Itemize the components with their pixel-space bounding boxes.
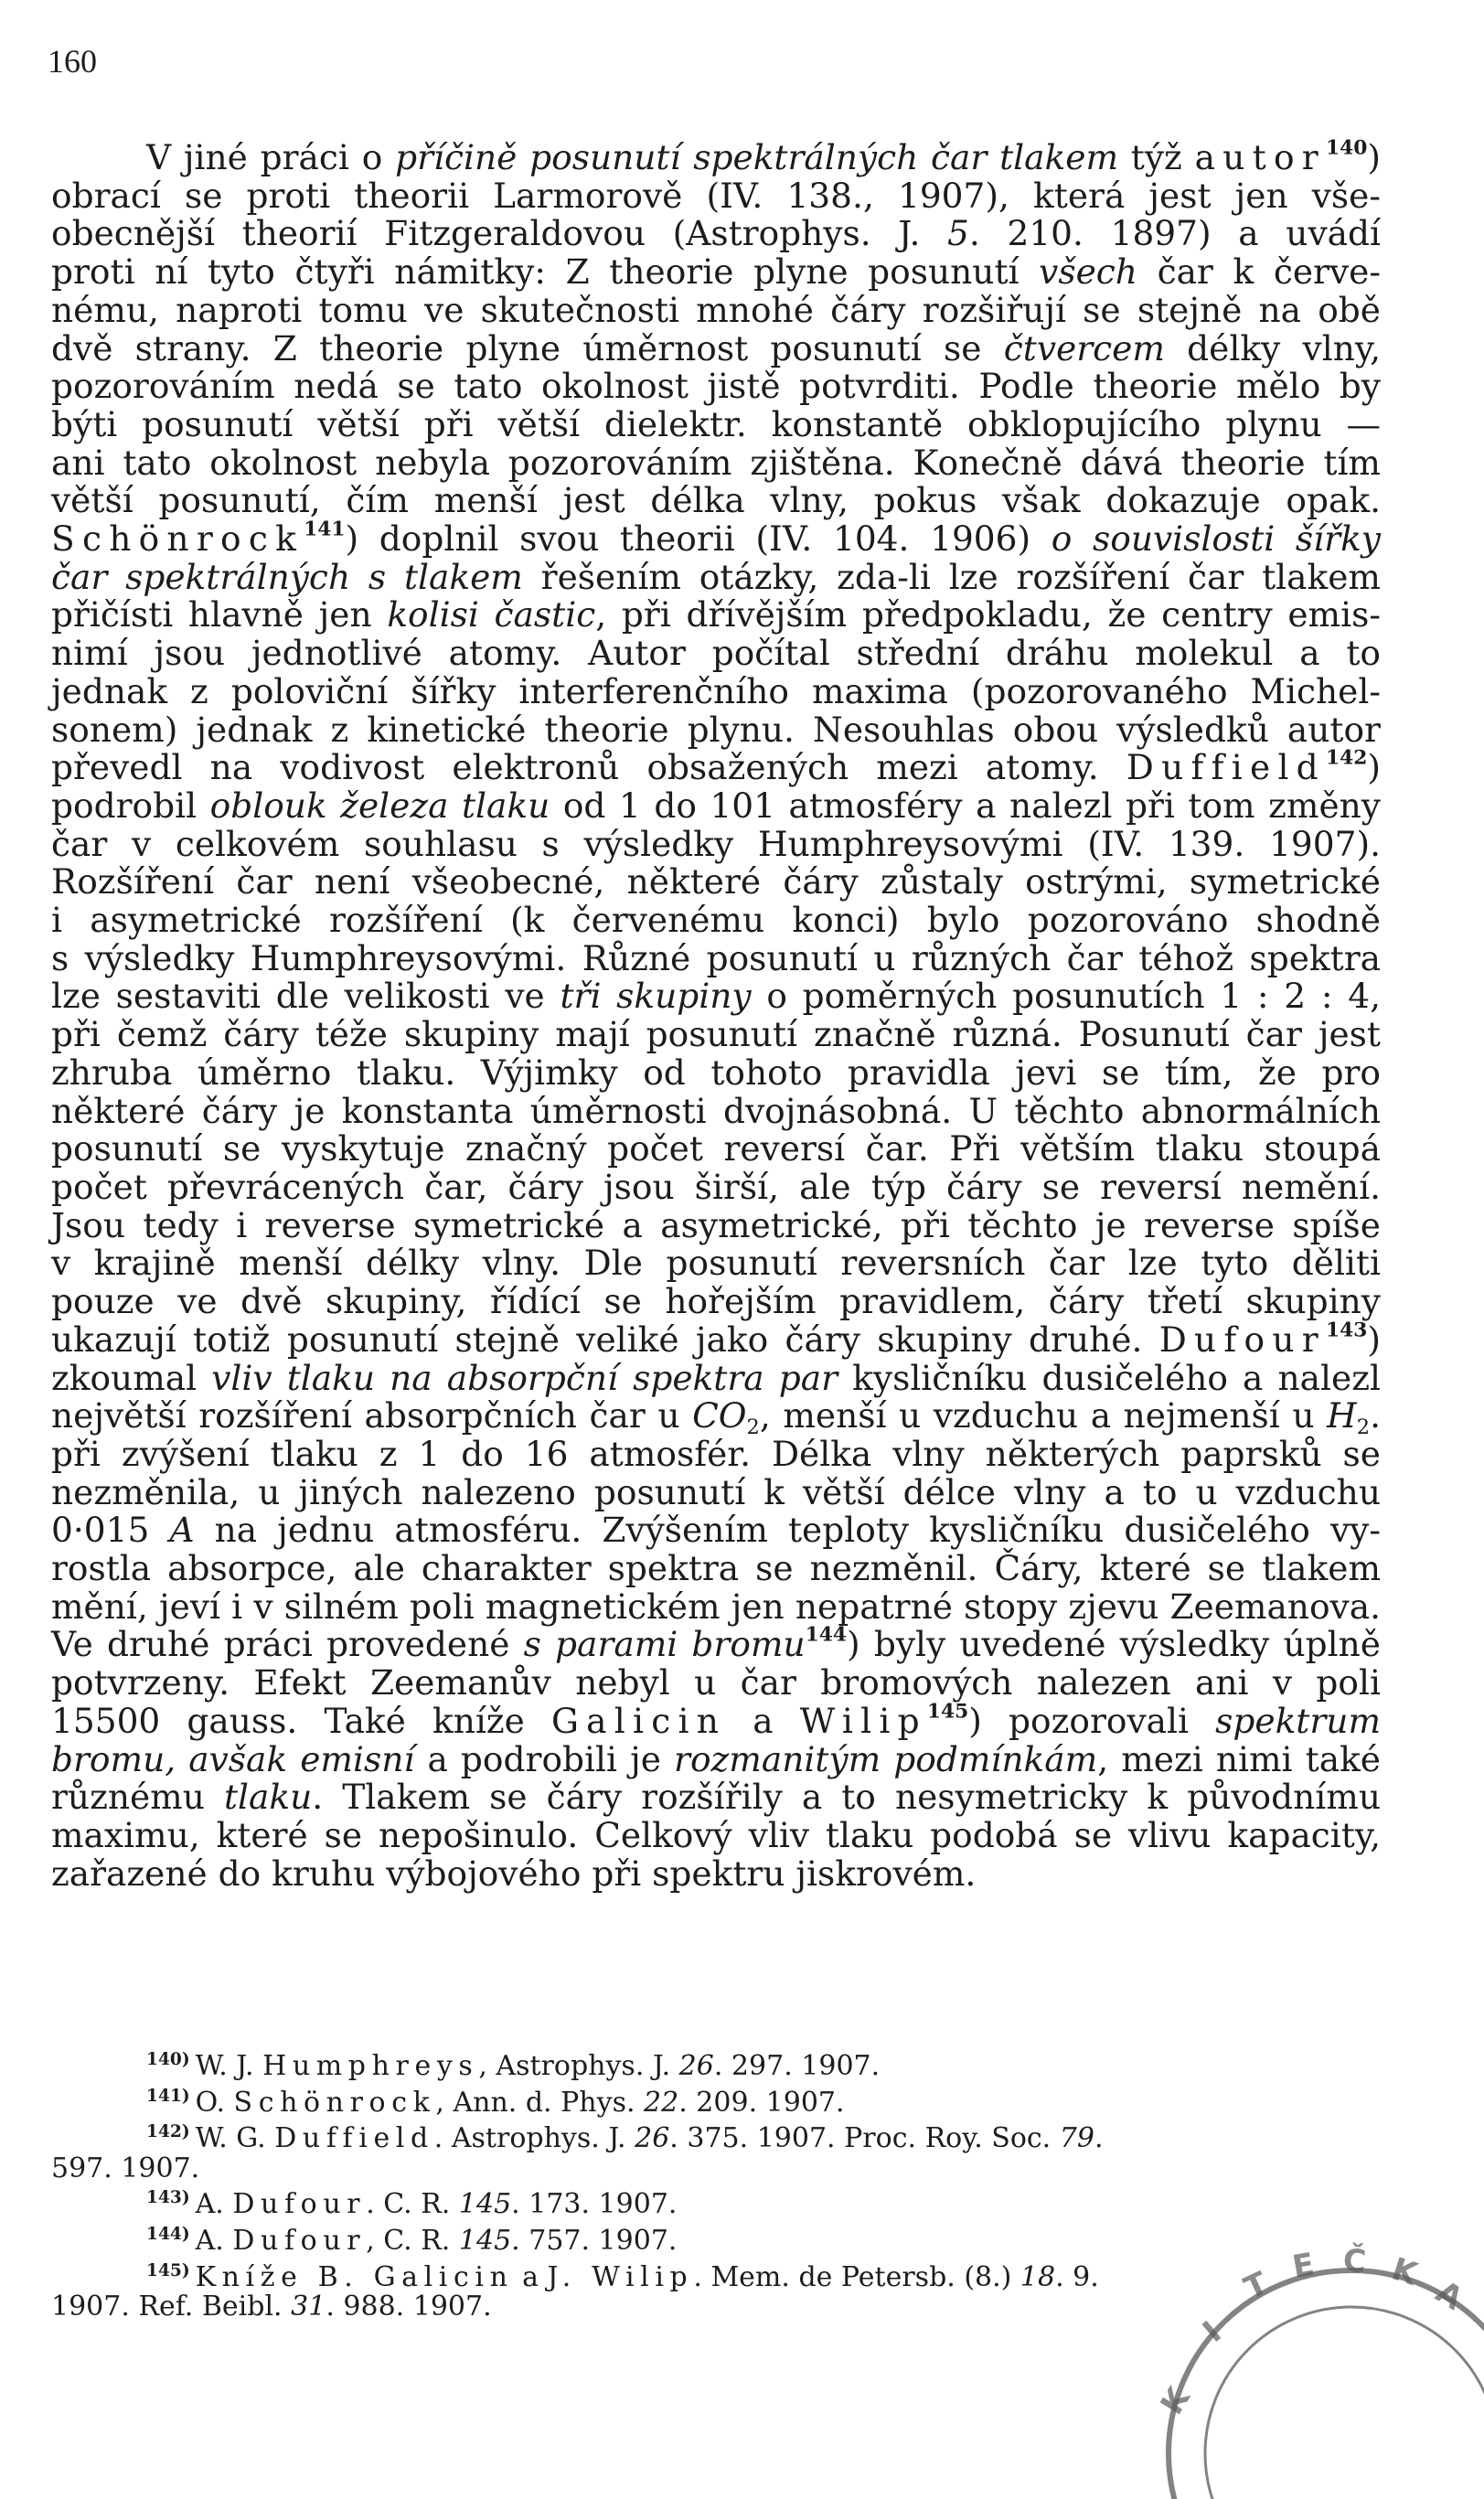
italic-phrase: H <box>1327 1395 1357 1436</box>
footnote-ref: 140 <box>1325 136 1368 160</box>
text-line: pouze ve dvě skupiny, řídící se hořejším pravidlem, čáry třetí skupiny <box>51 1281 1381 1322</box>
italic-phrase: 145 <box>458 2225 512 2258</box>
svg-text:I: I <box>1196 2314 1229 2350</box>
italic-phrase: A <box>169 1510 195 1551</box>
spaced-name: Dufour <box>1158 1319 1326 1360</box>
footnotes <box>51 2045 1381 2323</box>
text-line: čar spektrálných s tlakem řešením otázky, zda-li lze rozšíření čar tlakem <box>51 556 1381 597</box>
footnote-ref: 142 <box>1325 746 1368 770</box>
subscript: 2 <box>746 1415 760 1439</box>
text-line: Schönrock$^{141}$) doplnil svou theorii (IV. 104. 1906) o souvislosti šířky <box>51 518 1381 560</box>
svg-text:A: A <box>1429 2273 1469 2318</box>
text-line: čar v celkovém souhlasu s výsledky Humphreysovými (IV. 139. 1907). <box>51 823 1381 864</box>
text-line: jednak z poloviční šířky interferenčního maxima (pozorovaného Michel- <box>51 670 1381 711</box>
text-line: zhruba úměrno tlaku. Výjimky od tohoto pravidla jevi se tím, že pro <box>51 1052 1381 1093</box>
italic-phrase: 5 <box>947 213 969 254</box>
footnote-ref: 143 <box>1325 1319 1368 1342</box>
text-line: největší rozšíření absorpčních čar u $CO_2$, menší u vzduchu a nejmenší u $H_2$. <box>51 1395 1381 1439</box>
footnote: $^{145)}$ Kníže B. Galicin a J. Wilip. Mem. de Petersb. (8.) 18. 9. <box>146 2260 1099 2293</box>
svg-text:K: K <box>1153 2381 1198 2421</box>
italic-phrase: kolisi častic <box>387 594 596 635</box>
svg-text:K: K <box>1387 2250 1422 2293</box>
footnote-number: 142) <box>146 2122 190 2142</box>
subscript: 2 <box>1356 1415 1371 1439</box>
text-line: sonem) jednak z kinetické theorie plynu. Nesouhlas obou výsledků autor <box>51 709 1381 750</box>
footnote-number: 145) <box>146 2260 190 2280</box>
italic-phrase: všech <box>1039 251 1137 293</box>
footnote: $^{140)}$ W. J. Humphreys, Astrophys. J. 26. 297. 1907. <box>146 2050 881 2083</box>
text-line: V jiné práci o příčině posunutí spektrálných čar tlakem týž autor$^{140}$) <box>146 136 1381 177</box>
text-line: lze sestaviti dle velikosti ve tři skupiny o poměrných posunutích 1 : 2 : 4, <box>51 976 1381 1017</box>
italic-phrase: o souvislosti šířky <box>1051 518 1381 560</box>
spaced-name: Duffield <box>274 2122 434 2155</box>
text-line: Ve druhé práci provedené s parami bromu$^{144}$) byly uvedené výsledky úplně <box>51 1624 1381 1665</box>
footnote-number: 143) <box>146 2188 190 2208</box>
italic-phrase: s parami bromu <box>523 1624 806 1665</box>
text-line: Rozšíření čar není všeobecné, některé čáry zůstaly ostrými, symetrické <box>51 861 1381 902</box>
text-line: zařazené do kruhu výbojového při spektru jiskrovém. <box>51 1853 977 1894</box>
text-line: maximu, které se nepošinulo. Celkový vliv tlaku podobá se vlivu kapacity, <box>51 1814 1381 1855</box>
italic-phrase: 18 <box>1020 2260 1056 2293</box>
text-line: nezměnila, u jiných nalezeno posunutí k větší délce vlny a to u vzduchu <box>51 1471 1381 1512</box>
italic-phrase: vliv tlaku na absorpční spektra par <box>211 1357 838 1398</box>
italic-phrase: příčině posunutí spektrálných čar tlakem <box>395 137 1119 177</box>
spaced-name: Duffield <box>1126 747 1326 788</box>
footnote-number: 144) <box>146 2225 190 2245</box>
svg-text:Č: Č <box>1341 2242 1368 2281</box>
italic-phrase: 26 <box>678 2050 714 2083</box>
text-line: s výsledky Humphreysovými. Různé posunutí u různých čar téhož spektra <box>51 937 1381 978</box>
italic-phrase: 79 <box>1059 2122 1094 2155</box>
italic-phrase: spektrum <box>1215 1700 1382 1741</box>
text-line: pozorováním nedá se tato okolnost jistě potvrditi. Podle theorie mělo by <box>51 366 1381 407</box>
italic-phrase: CO <box>692 1395 747 1436</box>
text-line: větší posunutí, čím menší jest délka vlny, pokus však dokazuje opak. <box>51 480 1381 521</box>
text-line: rostla absorpce, ale charakter spektra se nezměnil. Čáry, které se tlakem <box>51 1548 1381 1589</box>
text-line: dvě strany. Z theorie plyne úměrnost posunutí se čtvercem délky vlny, <box>51 327 1381 368</box>
italic-phrase: oblouk železa tlaku <box>209 785 550 826</box>
italic-phrase: 22 <box>644 2086 679 2119</box>
italic-phrase: čar spektrálných s tlakem <box>51 556 523 597</box>
footnote: 1907. Ref. Beibl. 31. 988. 1907. <box>51 2291 492 2323</box>
italic-phrase: tlaku <box>223 1777 313 1818</box>
spaced-name: Schönrock <box>233 2086 436 2119</box>
text-line: býti posunutí větší při větší dielektr. konstantě obklopujícího plynu — <box>51 403 1381 444</box>
spaced-name: Wilip <box>799 1700 927 1741</box>
text-line: obecnější theorií Fitzgeraldovou (Astrophys. J. 5. 210. 1897) a uvádí <box>51 213 1381 254</box>
text-line: 15500 gauss. Také kníže Galicin a Wilip$^{145}$) pozorovali spektrum <box>51 1700 1382 1741</box>
spaced-name: Kníže B. Galicin <box>195 2260 514 2293</box>
text-line: 0·015 A na jednu atmosféru. Zvýšením teploty kysličníku dusičelého vy- <box>51 1510 1381 1551</box>
footnote: $^{144)}$ A. Dufour, C. R. 145. 757. 1907. <box>146 2225 678 2258</box>
text-line: zkoumal vliv tlaku na absorpční spektra par kysličníku dusičelého a nalezl <box>51 1357 1381 1398</box>
spaced-name: Dufour <box>232 2188 367 2221</box>
text-line: bromu, avšak emisní a podrobili je rozmanitým podmínkám, mezi nimi také <box>51 1738 1381 1779</box>
text-line: nému, naproti tomu ve skutečnosti mnohé čáry rozšiřují se stejně na obě <box>51 289 1381 330</box>
italic-phrase: tři skupiny <box>560 976 752 1017</box>
text-line: posunutí se vyskytuje značný počet reversí čar. Při větším tlaku stoupá <box>51 1128 1381 1169</box>
text-line: obrací se proti theorii Larmorově (IV. 138., 1907), která jest jen vše- <box>51 175 1381 216</box>
footnote-ref: 145 <box>926 1700 969 1724</box>
text-line: Jsou tedy i reverse symetrické a asymetrické, při těchto je reverse spíše <box>51 1204 1381 1245</box>
italic-phrase: čtvercem <box>1003 327 1165 368</box>
spaced-name: autor <box>1194 137 1326 177</box>
text-line: přičísti hlavně jen kolisi častic, při dřívějším předpokladu, že centry emis- <box>51 594 1381 635</box>
text-line: různému tlaku. Tlakem se čáry rozšířily a to nesymetricky k původnímu <box>51 1777 1381 1818</box>
text-line: i asymetrické rozšíření (k červenému konci) bylo pozorováno shodně <box>51 900 1381 941</box>
text-line: v krajině menší délky vlny. Dle posunutí reversních čar lze tyto děliti <box>51 1243 1381 1284</box>
italic-phrase: 145 <box>458 2188 512 2221</box>
text-line: převedl na vodivost elektronů obsažených mezi atomy. Duffield$^{142}$) <box>51 746 1381 788</box>
footnote-number: 141) <box>146 2086 190 2106</box>
footnote: $^{141)}$ O. Schönrock, Ann. d. Phys. 22. 209. 1907. <box>146 2086 845 2119</box>
text-line: podrobil oblouk železa tlaku od 1 do 101 atmosféry a nalezl při tom změny <box>51 785 1381 826</box>
text-line: nimí jsou jednotlivé atomy. Autor počítal střední dráhu molekul a to <box>51 633 1381 674</box>
text-line: mění, jeví i v silném poli magnetickém jen nepatrné stopy zjevu Zeemanova. <box>51 1586 1381 1627</box>
text-line: počet převrácených čar, čáry jsou širší, ale týp čáry se reversí nemění. <box>51 1166 1381 1207</box>
svg-text:E: E <box>1289 2246 1318 2286</box>
spaced-name: Schönrock <box>51 518 304 560</box>
spaced-name: Dufour <box>232 2225 367 2258</box>
footnote-number: 140) <box>146 2050 190 2069</box>
text-line: potvrzeny. Efekt Zeemanův nebyl u čar bromových nalezen ani v poli <box>51 1662 1381 1703</box>
italic-phrase: 31 <box>291 2291 326 2323</box>
italic-phrase: bromu, avšak emisní <box>51 1738 415 1779</box>
footnote-ref: 144 <box>805 1624 848 1648</box>
italic-phrase: rozmanitým podmínkám <box>674 1738 1098 1779</box>
text-line: některé čáry je konstanta úměrnosti dvojnásobná. U těchto abnormálních <box>51 1090 1381 1131</box>
page-number: 160 <box>48 43 97 80</box>
spaced-name: Galicin <box>550 1700 727 1741</box>
text-line: ani tato okolnost nebyla pozorováním zjištěna. Konečně dává theorie tím <box>51 442 1381 483</box>
text-line: ukazují totiž posunutí stejně veliké jako čáry skupiny druhé. Dufour$^{143}$) <box>51 1319 1381 1360</box>
italic-phrase: 26 <box>635 2122 670 2155</box>
footnote: $^{142)}$ W. G. Duffield. Astrophys. J. 26. 375. 1907. Proc. Roy. Soc. 79. <box>146 2122 1104 2155</box>
footnote: $^{143)}$ A. Dufour. C. R. 145. 173. 1907. <box>146 2188 678 2221</box>
spaced-name: Humphreys <box>262 2050 479 2083</box>
text-line: při čemž čáry téže skupiny mají posunutí značně různá. Posunutí čar jest <box>51 1014 1381 1055</box>
footnote: 597. 1907. <box>51 2152 200 2184</box>
text-line: při zvýšení tlaku z 1 do 16 atmosfér. Délka vlny některých paprsků se <box>51 1433 1381 1474</box>
text-line: proti ní tyto čtyři námitky: Z theorie plyne posunutí všech čar k červe- <box>51 251 1381 293</box>
svg-text:T: T <box>1238 2265 1274 2308</box>
spaced-name: J. Wilip <box>547 2260 694 2293</box>
body-text <box>51 136 1382 1894</box>
footnote-ref: 141 <box>304 518 346 541</box>
